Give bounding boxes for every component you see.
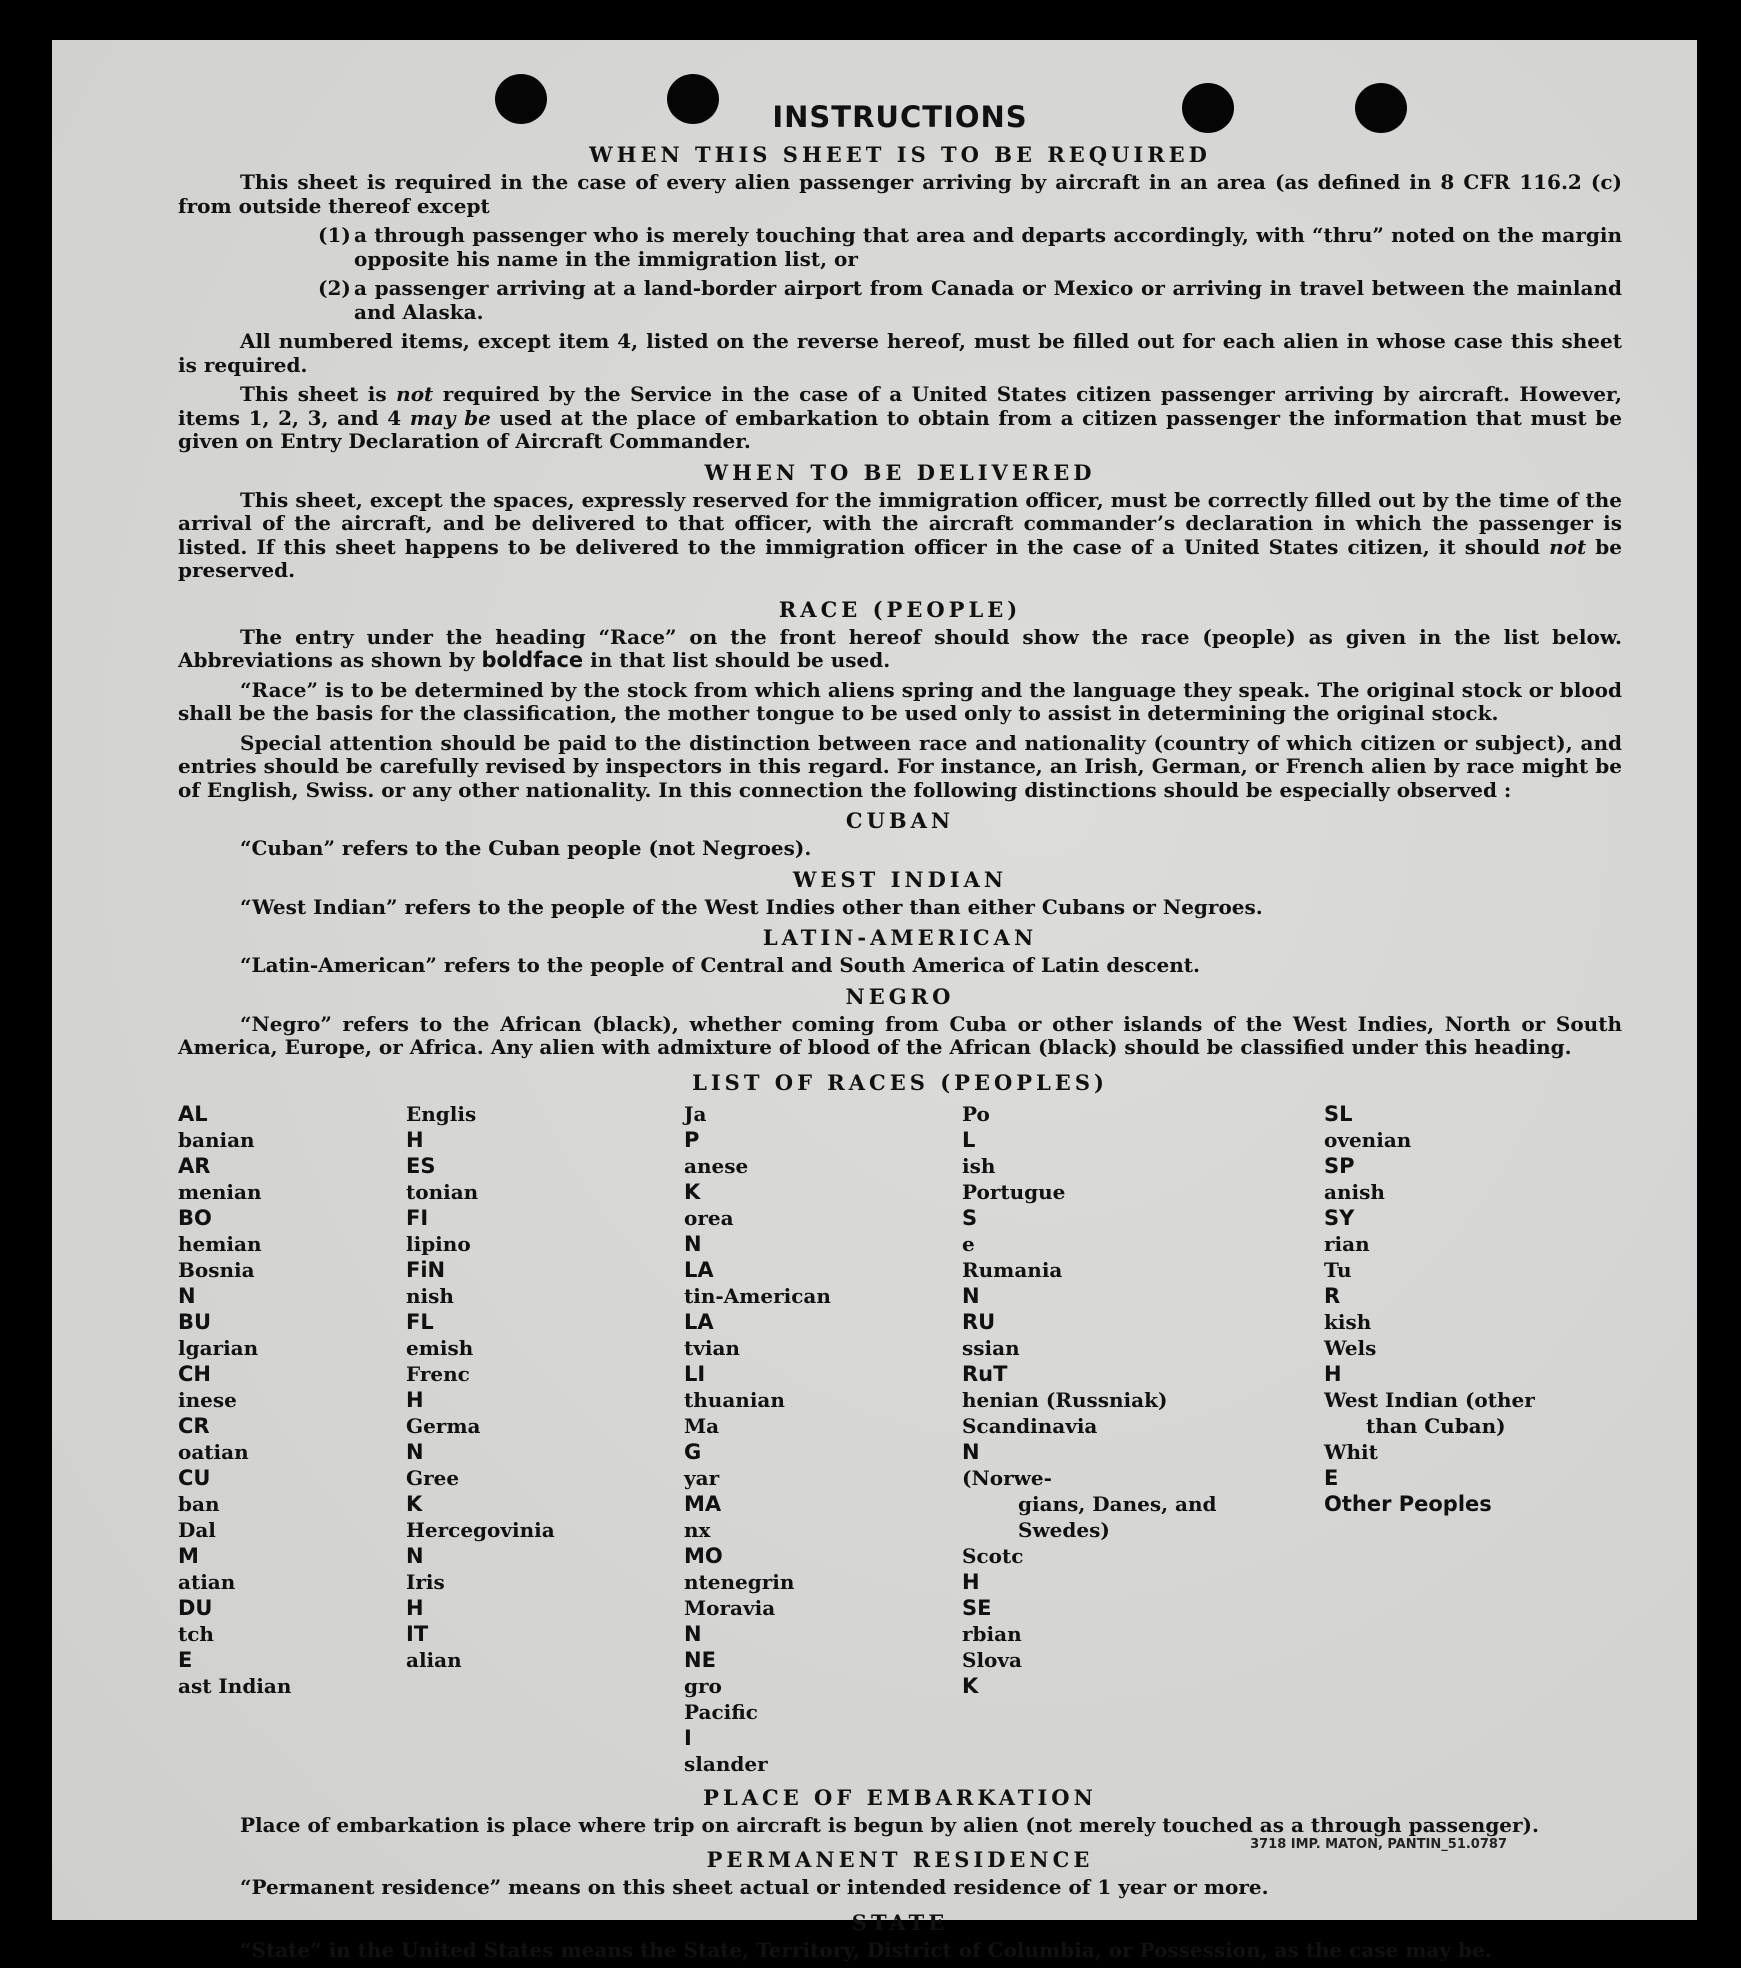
race-entry: Hercegovinia N (406, 1517, 555, 1568)
race-entry: BO hemian (178, 1205, 262, 1256)
race-entry-continued: than Cuban) (1366, 1413, 1506, 1438)
race-entry: Wels H (1324, 1335, 1377, 1386)
paragraph: “West Indian” refers to the people of the West Indies other than either Cubans or Negroes. (240, 894, 1263, 919)
document-body (178, 100, 1622, 1968)
paragraph: Special attention should be paid to the distinction between race and nationality (country of which citizen or subject), and entries should be carefully revised by inspectors in this regard. For instance, an Irish, German, or French alien by race might be of English, Swiss. or any other nationality. In this connection the following distinctions should be especially observed : (178, 730, 1622, 802)
paragraph: “Cuban” refers to the Cuban people (not Negroes). (240, 836, 812, 860)
race-entry: West Indian (other (1324, 1387, 1535, 1412)
race-column (1324, 1101, 1622, 1777)
race-entry: Gree K (406, 1465, 460, 1516)
race-entry: Germa N (406, 1413, 481, 1464)
race-entry: BU lgarian (178, 1309, 259, 1360)
paragraph: Place of embarkation is place where trip on aircraft is begun by alien (not merely touched as a through passenger). (240, 1812, 1539, 1837)
paragraph: “State” in the United States means the State, Territory, District of Columbia, or Possession, as the case may be. (240, 1937, 1492, 1962)
race-entry: LA tvian (684, 1309, 740, 1360)
race-entry: ES tonian (406, 1153, 479, 1204)
race-entry: Rumania N (962, 1257, 1063, 1308)
race-entry: CH inese (178, 1361, 237, 1412)
race-entry: Scotc H (962, 1543, 1024, 1594)
section-heading: WEST INDIAN (792, 866, 1008, 892)
race-entry: AR menian (178, 1153, 262, 1204)
paragraph: “Permanent residence” means on this sheet actual or intended residence of 1 year or more. (240, 1875, 1269, 1899)
list-item: (1) a through passenger who is merely touching that area and departs accordingly, with “thru” noted on the margin opposite his name in the immigration list, or (318, 223, 1622, 271)
printer-imprint: 3718 IMP. MATON, PANTIN_51.0787 (1250, 1837, 1507, 1852)
race-column (684, 1101, 962, 1777)
section-heading: RACE (PEOPLE) (778, 596, 1022, 622)
race-entry: CR oatian (178, 1413, 249, 1464)
race-entry: E ast Indian (178, 1647, 292, 1698)
race-entry: Tu R kish (1324, 1257, 1372, 1334)
paragraph: This sheet, except the spaces, expressly reserved for the immigration officer, must be correctly filled out by the time of the arrival of the aircraft, and be delivered to that officer, with the aircraft commander’s declaration in which the passenger is listed. If this sheet happens to be delivered to the immigration officer in the case of a United States citizen, it should not be preserved. (178, 487, 1622, 582)
race-entry: Pacific I slander (684, 1699, 768, 1776)
race-entry: LI thuanian (684, 1361, 785, 1412)
race-entry: RuT henian (Russniak) (962, 1361, 1168, 1412)
race-entry: Iris H (406, 1569, 445, 1620)
paragraph: This sheet is not required by the Service in the case of a United States citizen passenger arriving by aircraft. However, items 1, 2, 3, and 4 may be used at the place of embarkation to obtain from a citizen passenger the information that must be given on Entry Declaration of Aircraft Commander. (178, 382, 1623, 453)
race-entry: Portugue S e (962, 1179, 1066, 1256)
race-column (962, 1101, 1324, 1777)
section-heading: LATIN-AMERICAN (762, 925, 1038, 950)
paragraph: This sheet is required in the case of every alien passenger arriving by aircraft in an area (as defined in 8 CFR 116.2 (c) from outside thereof except (178, 170, 1622, 218)
paragraph: “Latin-American” refers to the people of Central and South America of Latin descent. (240, 953, 1200, 977)
paragraph: “Negro” refers to the African (black), whether coming from Cuba or other islands of the West Indies, North or South America, Europe, or Africa. Any alien with admixture of blood of the African (black) should be classified under this heading. (178, 1011, 1622, 1059)
page-title: INSTRUCTIONS (772, 100, 1028, 134)
race-entry: Englis H (406, 1101, 477, 1152)
race-entry: K orea N (684, 1179, 734, 1256)
race-entry: Ja P anese (684, 1101, 749, 1178)
section-heading: WHEN TO BE DELIVERED (704, 459, 1096, 485)
paragraph: “Race” is to be determined by the stock from which aliens spring and the language they speak. The original stock or blood shall be the basis for the classification, the mother tongue to be used only to assist in determining the original stock. (178, 677, 1622, 725)
race-entry: Dal M atian (178, 1517, 236, 1594)
race-entry: FI lipino (406, 1205, 471, 1256)
race-entry: CU ban (178, 1465, 220, 1516)
race-entry: MA nx (684, 1491, 722, 1542)
race-entry: SY rian (1324, 1205, 1370, 1256)
race-entry: Bosnia N (178, 1257, 255, 1308)
race-entry: LA tin-American (684, 1257, 831, 1308)
section-heading: LIST OF RACES (PEOPLES) (692, 1069, 1108, 1095)
instruction-sheet (52, 40, 1697, 1962)
section-heading: CUBAN (845, 808, 955, 833)
race-entry: Frenc H (406, 1361, 470, 1412)
race-column (406, 1101, 684, 1777)
race-entry: Scandinavia N (Norwe- (962, 1413, 1098, 1490)
race-list (178, 1101, 1622, 1777)
race-entry: SL ovenian (1324, 1101, 1412, 1152)
race-entry: FL emish (406, 1309, 474, 1360)
race-entry: SP anish (1324, 1153, 1385, 1204)
section-heading: STATE (851, 1909, 949, 1935)
race-entry: FiN nish (406, 1257, 454, 1308)
race-entry: Slova K (962, 1647, 1022, 1698)
race-entry: Po L ish (962, 1101, 996, 1178)
race-entry: Moravia N (684, 1595, 776, 1646)
race-entry: NE gro (684, 1647, 722, 1698)
race-entry: AL banian (178, 1101, 255, 1152)
race-entry: Whit E (1324, 1439, 1378, 1490)
race-entry-continued: Swedes) (1018, 1517, 1110, 1542)
section-heading: PERMANENT RESIDENCE (706, 1847, 1094, 1872)
race-column (178, 1101, 406, 1777)
paragraph: The entry under the heading “Race” on the front hereof should show the race (people) as given in the list below. Abbreviations as shown by boldface in that list should be used. (178, 624, 1622, 672)
race-entry-continued: gians, Danes, and (1018, 1491, 1217, 1516)
section-heading: WHEN THIS SHEET IS TO BE REQUIRED (589, 142, 1211, 167)
paragraph: All numbered items, except item 4, listed on the reverse hereof, must be filled out for each alien in whose case this sheet is required. (178, 329, 1622, 377)
race-entry: Other Peoples (1324, 1491, 1492, 1516)
race-entry: DU tch (178, 1595, 214, 1646)
section-heading: PLACE OF EMBARKATION (703, 1784, 1097, 1810)
race-entry: SE rbian (962, 1595, 1022, 1646)
race-entry: Ma G yar (684, 1413, 720, 1490)
section-heading: NEGRO (845, 983, 955, 1009)
list-item: (2) a passenger arriving at a land-border airport from Canada or Mexico or arriving in travel between the mainland and Alaska. (318, 276, 1622, 324)
race-entry: MO ntenegrin (684, 1543, 795, 1594)
race-entry: RU ssian (962, 1309, 1020, 1360)
race-entry: IT alian (406, 1621, 462, 1672)
